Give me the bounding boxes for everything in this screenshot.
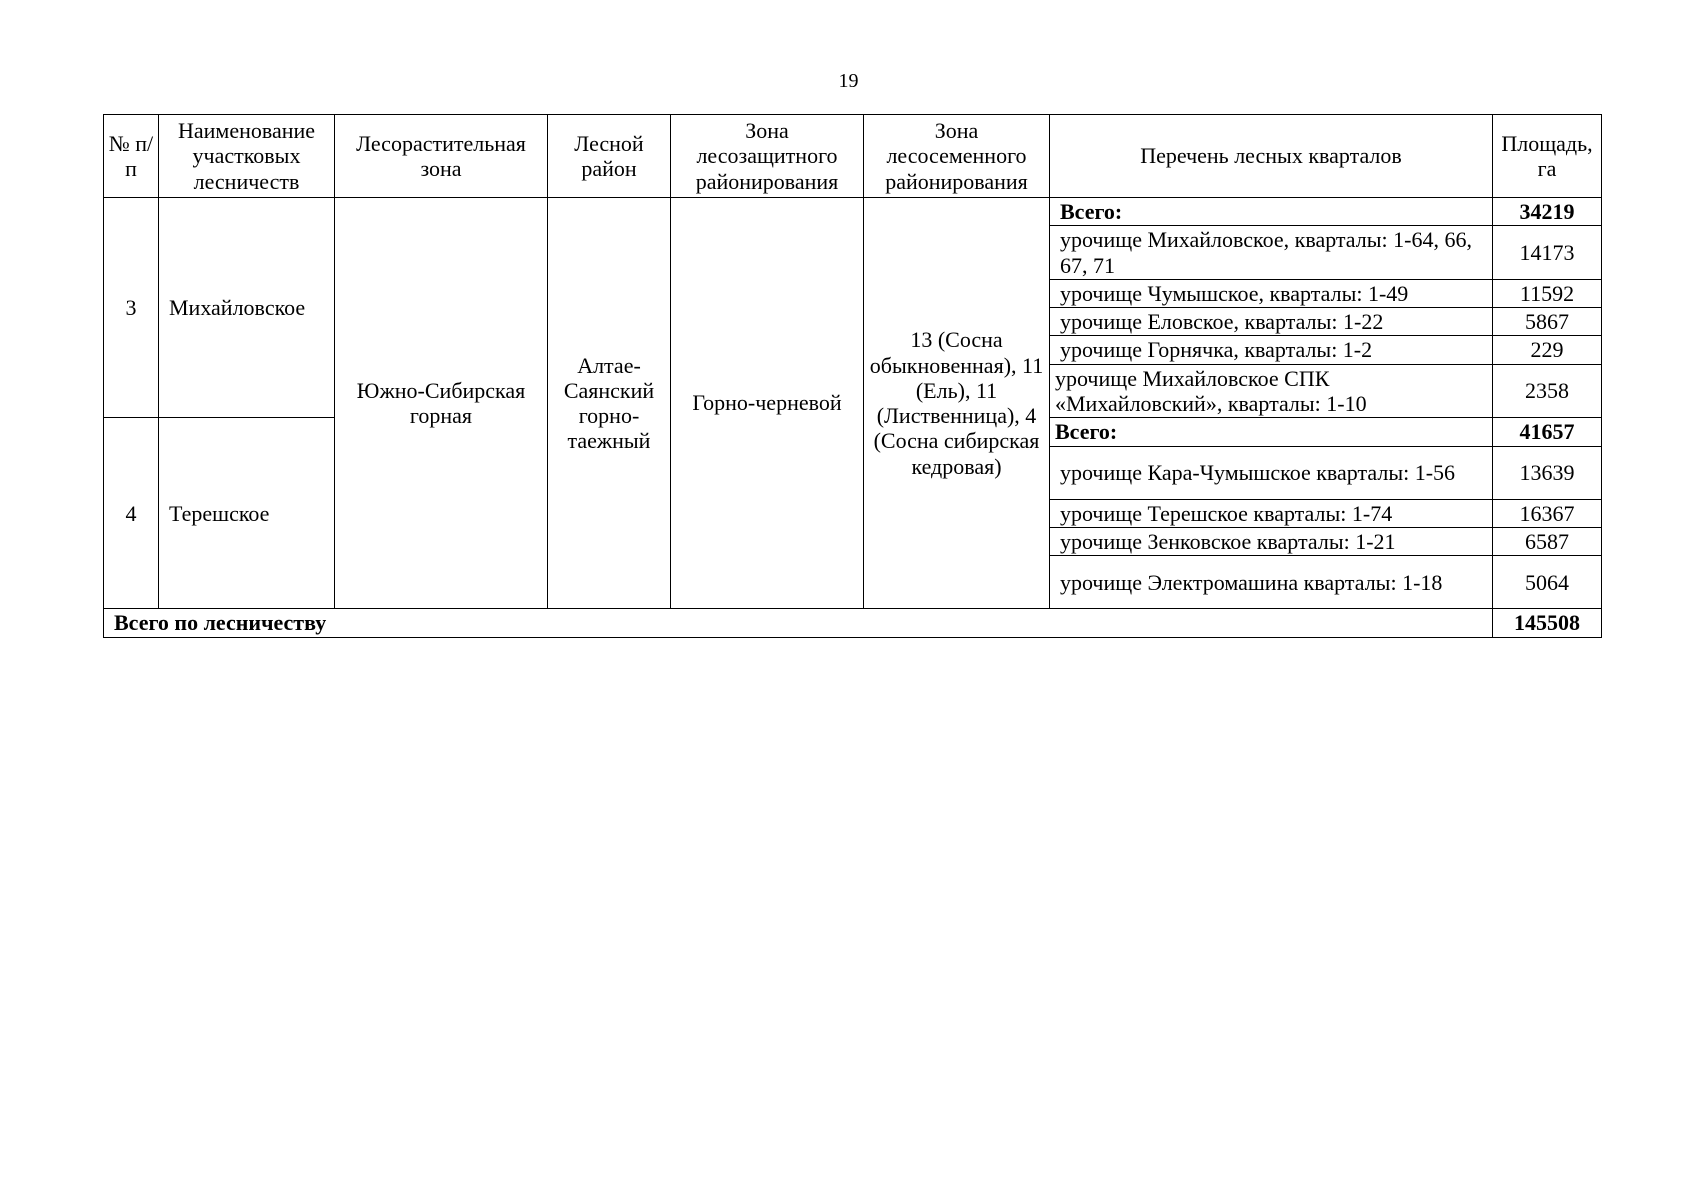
table-row [104, 198, 1602, 226]
quarter-area: 2358 [1493, 364, 1602, 418]
header-protect-zone: Зона лесозащитного районирования [671, 115, 864, 198]
group-name: Михайловское [159, 198, 335, 418]
group-total-label: Всего: [1050, 418, 1493, 446]
quarter-item: урочище Михайловское СПК «Михайловский», кварталы: 1-10 [1050, 364, 1493, 418]
forest-district-cell: Алтае-Саянский горно-таежный [548, 198, 671, 609]
footer-row [104, 609, 1602, 637]
header-quarters: Перечень лесных кварталов [1050, 115, 1493, 198]
group-total-label: Всего: [1050, 198, 1493, 226]
footer-area: 145508 [1493, 609, 1602, 637]
quarter-area: 6587 [1493, 527, 1602, 555]
header-forest-district: Лесной район [548, 115, 671, 198]
quarter-area: 5867 [1493, 308, 1602, 336]
quarter-item: урочище Горнячка, кварталы: 1-2 [1050, 336, 1493, 364]
group-name: Терешское [159, 418, 335, 609]
seed-zone-cell: 13 (Сосна обыкновенная), 11 (Ель), 11 (Лиственница), 4 (Сосна сибирская кедровая) [864, 198, 1050, 609]
quarter-item: урочище Еловское, кварталы: 1-22 [1050, 308, 1493, 336]
group-total-area: 34219 [1493, 198, 1602, 226]
quarter-area: 5064 [1493, 556, 1602, 609]
quarter-item: урочище Чумышское, кварталы: 1-49 [1050, 279, 1493, 307]
quarter-item: урочище Электромашина кварталы: 1-18 [1050, 556, 1493, 609]
header-area: Площадь, га [1493, 115, 1602, 198]
header-name: Наименование участковых лесничеств [159, 115, 335, 198]
quarter-area: 11592 [1493, 279, 1602, 307]
header-seed-zone: Зона лесосеменного районирования [864, 115, 1050, 198]
forestry-table [103, 114, 1602, 638]
header-forest-zone: Лесорастительная зона [335, 115, 548, 198]
quarter-item: урочище Михайловское, кварталы: 1-64, 66, 67, 71 [1050, 226, 1493, 280]
group-total-area: 41657 [1493, 418, 1602, 446]
protect-zone-cell: Горно-черневой [671, 198, 864, 609]
page-number: 19 [838, 70, 859, 92]
header-num: № п/п [104, 115, 159, 198]
quarter-item: урочище Зенковское кварталы: 1-21 [1050, 527, 1493, 555]
forest-zone-cell: Южно-Сибирская горная [335, 198, 548, 609]
quarter-item: урочище Кара-Чумышское кварталы: 1-56 [1050, 446, 1493, 499]
quarter-item: урочище Терешское кварталы: 1-74 [1050, 499, 1493, 527]
group-num: 4 [104, 418, 159, 609]
quarter-area: 14173 [1493, 226, 1602, 280]
footer-label: Всего по лесничеству [104, 609, 1493, 637]
header-row [104, 115, 1602, 198]
quarter-area: 13639 [1493, 446, 1602, 499]
quarter-area: 229 [1493, 336, 1602, 364]
group-num: 3 [104, 198, 159, 418]
quarter-area: 16367 [1493, 499, 1602, 527]
